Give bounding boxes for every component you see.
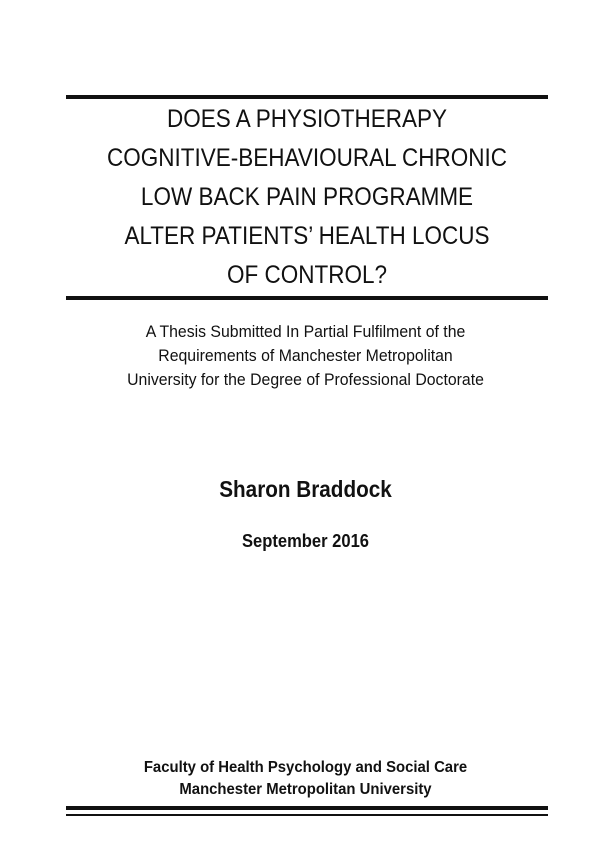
bottom-rule-thick bbox=[66, 806, 548, 810]
subtitle-line-3: University for the Degree of Professional Doctorate bbox=[127, 370, 484, 389]
submission-date: September 2016 bbox=[241, 531, 370, 551]
thesis-title-line-5: OF CONTROL? bbox=[226, 261, 388, 289]
faculty-name: Faculty of Health Psychology and Social Care bbox=[143, 759, 468, 776]
author-name: Sharon Braddock bbox=[219, 476, 392, 502]
thesis-title-line-4: ALTER PATIENTS’ HEALTH LOCUS bbox=[124, 222, 490, 250]
thesis-title-line-1: DOES A PHYSIOTHERAPY bbox=[166, 105, 448, 133]
university-name: Manchester Metropolitan University bbox=[179, 781, 432, 798]
bottom-rule-thin bbox=[66, 814, 548, 816]
faculty-footer bbox=[21, 757, 589, 801]
subtitle-line-2: Requirements of Manchester Metropolitan bbox=[158, 346, 453, 365]
thesis-title-line-3: LOW BACK PAIN PROGRAMME bbox=[140, 183, 474, 211]
title-bottom-rule bbox=[66, 296, 548, 300]
thesis-title bbox=[90, 100, 524, 295]
thesis-subtitle bbox=[59, 320, 553, 392]
top-rule bbox=[66, 95, 548, 99]
subtitle-line-1: A Thesis Submitted In Partial Fulfilment of the bbox=[145, 322, 466, 341]
thesis-title-line-2: COGNITIVE-BEHAVIOURAL CHRONIC bbox=[106, 144, 508, 172]
